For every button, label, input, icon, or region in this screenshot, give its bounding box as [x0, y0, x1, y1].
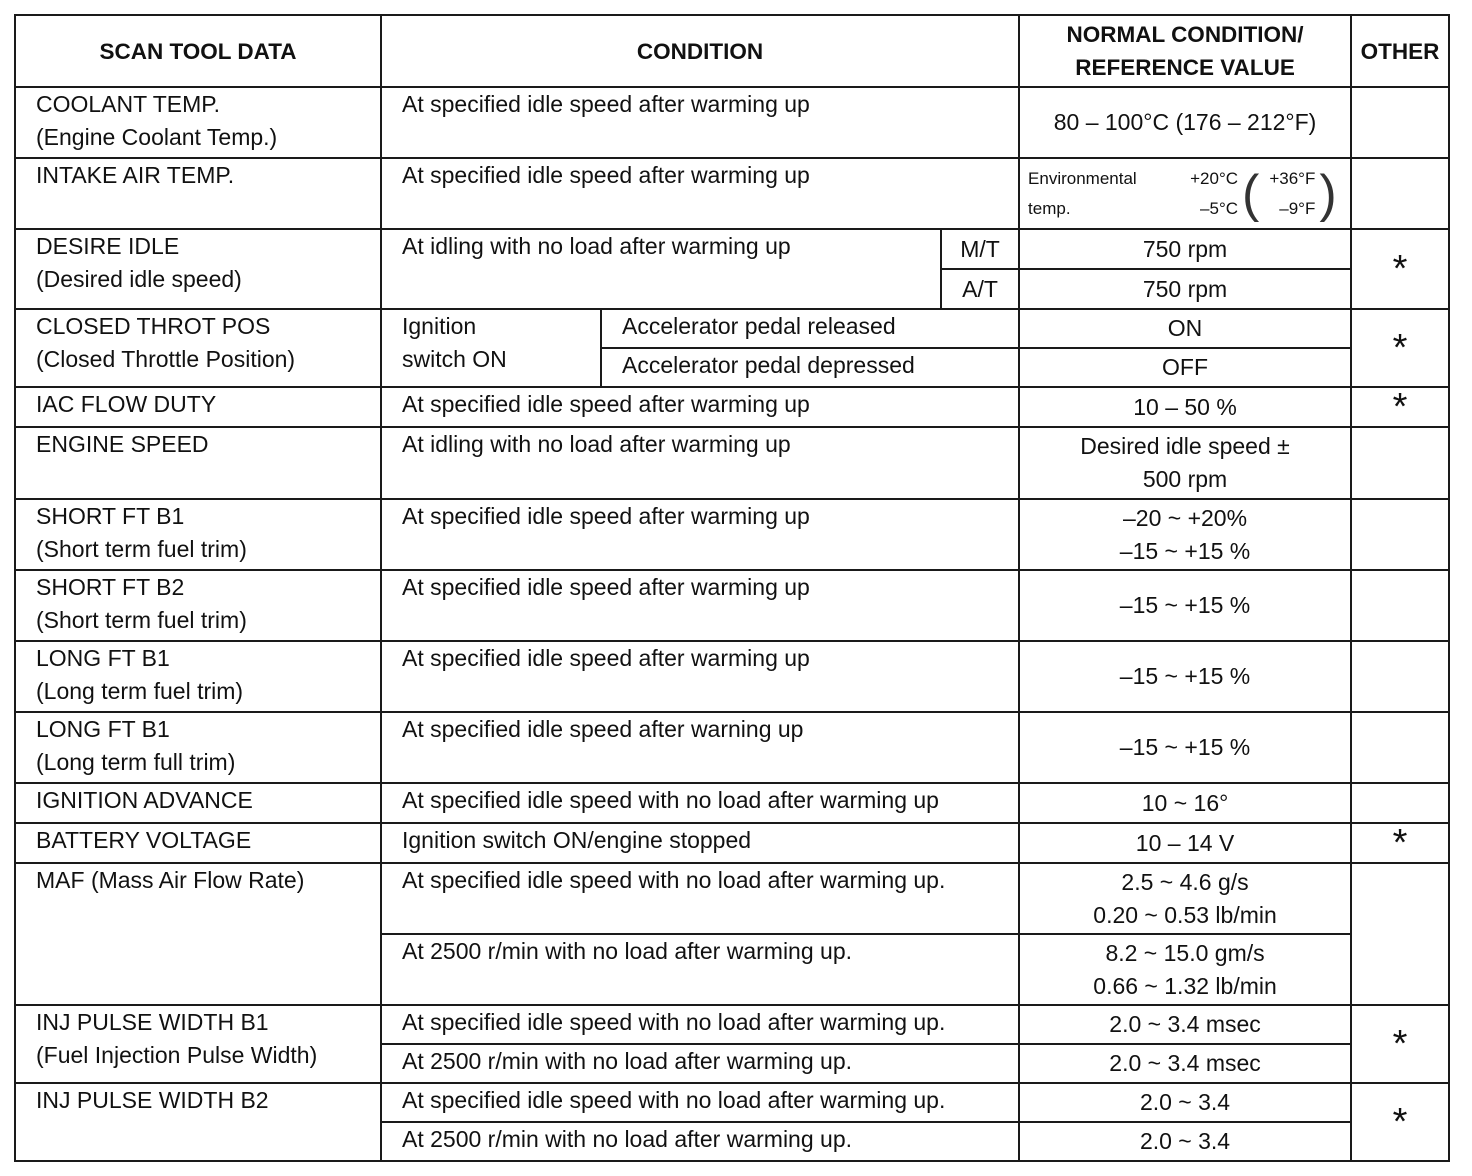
env-fahrenheit-low: –9°F	[1279, 198, 1316, 218]
item-desc: (Fuel Injection Pulse Width)	[36, 1042, 318, 1068]
env-celsius-low: –5°C	[1200, 198, 1239, 218]
value-cell: 10 – 50 %	[1019, 387, 1351, 427]
value-cell: –15 ~ +15 %	[1019, 641, 1351, 712]
item-name: SHORT FT B1	[36, 503, 185, 529]
condition-cell: At specified idle speed after warming up	[381, 499, 1019, 570]
env-label	[1028, 164, 1168, 224]
value-cell: 2.0 ~ 3.4	[1019, 1083, 1351, 1122]
header-row	[15, 15, 1449, 87]
table-row	[15, 1005, 1449, 1044]
subcondition-cell: Accelerator pedal released	[601, 309, 1019, 348]
row-name-cell	[15, 1005, 381, 1083]
value-cell	[1019, 499, 1351, 570]
condition-cell: Ignition switch ON/engine stopped	[381, 823, 1019, 863]
value-line1: –20 ~ +20%	[1123, 504, 1248, 531]
item-desc: (Engine Coolant Temp.)	[36, 124, 278, 150]
value-line2: 0.66 ~ 1.32 lb/min	[1093, 972, 1277, 999]
other-cell	[1351, 158, 1449, 229]
header-condition: CONDITION	[381, 15, 1019, 87]
row-name-cell: ENGINE SPEED	[15, 427, 381, 499]
item-desc: (Short term fuel trim)	[36, 536, 247, 562]
header-other: OTHER	[1351, 15, 1449, 87]
value-cell: 750 rpm	[1019, 269, 1351, 309]
condition-cell: At 2500 r/min with no load after warming up.	[381, 1122, 1019, 1161]
env-label-line1: Environmental	[1028, 168, 1137, 188]
other-cell	[1351, 499, 1449, 570]
item-name: INJ PULSE WIDTH B1	[36, 1009, 269, 1035]
value-line1: Desired idle speed ±	[1080, 433, 1290, 459]
table-row	[15, 229, 1449, 269]
other-cell	[1351, 641, 1449, 712]
value-cell: OFF	[1019, 348, 1351, 387]
value-cell: 2.0 ~ 3.4	[1019, 1122, 1351, 1161]
item-desc: (Long term full trim)	[36, 749, 236, 775]
other-cell	[1351, 712, 1449, 783]
value-cell: ON	[1019, 309, 1351, 348]
env-fahrenheit-high: +36°F	[1269, 168, 1316, 188]
value-cell	[1019, 863, 1351, 934]
item-name: SHORT FT B2	[36, 574, 185, 600]
open-paren-icon: (	[1242, 164, 1260, 223]
row-name-cell: INTAKE AIR TEMP.	[15, 158, 381, 229]
row-name-cell	[15, 641, 381, 712]
table-row	[15, 309, 1449, 348]
asterisk-icon: *	[1351, 1083, 1449, 1161]
table-row	[15, 427, 1449, 499]
condition-cell: At specified idle speed after warming up	[381, 570, 1019, 641]
header-normal-line2: REFERENCE VALUE	[1075, 55, 1295, 80]
row-name-cell: BATTERY VOLTAGE	[15, 823, 381, 863]
condition-cell: At 2500 r/min with no load after warming up.	[381, 934, 1019, 1005]
env-label-line2: temp.	[1028, 198, 1071, 218]
value-cell: 10 ~ 16°	[1019, 783, 1351, 823]
value-cell: 10 – 14 V	[1019, 823, 1351, 863]
ignition-line2: switch ON	[402, 346, 507, 372]
value-line2: 0.20 ~ 0.53 lb/min	[1093, 901, 1277, 928]
row-name-cell	[15, 712, 381, 783]
table-row	[15, 158, 1449, 229]
item-desc: (Long term fuel trim)	[36, 678, 244, 704]
value-cell: 80 – 100°C (176 – 212°F)	[1019, 87, 1351, 158]
table-row	[15, 783, 1449, 823]
row-name-cell	[15, 499, 381, 570]
table-row	[15, 641, 1449, 712]
item-name: LONG FT B1	[36, 645, 170, 671]
value-cell: –15 ~ +15 %	[1019, 570, 1351, 641]
value-cell: 2.0 ~ 3.4 msec	[1019, 1005, 1351, 1044]
env-fahrenheit	[1263, 164, 1315, 224]
table-row	[15, 712, 1449, 783]
row-name-cell: IAC FLOW DUTY	[15, 387, 381, 427]
ignition-line1: Ignition	[402, 313, 477, 339]
asterisk-icon: *	[1351, 1005, 1449, 1083]
value-line1: 8.2 ~ 15.0 gm/s	[1105, 939, 1265, 966]
row-name-cell: IGNITION ADVANCE	[15, 783, 381, 823]
condition-cell: At specified idle speed after warming up	[381, 87, 1019, 158]
header-normal-line1: NORMAL CONDITION/	[1066, 22, 1304, 47]
value-line2: –15 ~ +15 %	[1119, 537, 1251, 564]
header-scan-tool-data: SCAN TOOL DATA	[15, 15, 381, 87]
row-name-cell	[15, 570, 381, 641]
condition-cell: At specified idle speed after warming up	[381, 387, 1019, 427]
table-row	[15, 823, 1449, 863]
value-line2: 500 rpm	[1142, 466, 1228, 492]
other-cell	[1351, 570, 1449, 641]
value-cell: –15 ~ +15 %	[1019, 712, 1351, 783]
condition-cell: At specified idle speed with no load after warming up	[381, 783, 1019, 823]
condition-cell: At specified idle speed with no load after warming up.	[381, 863, 1019, 934]
value-cell: 2.0 ~ 3.4 msec	[1019, 1044, 1351, 1083]
row-name-cell: MAF (Mass Air Flow Rate)	[15, 863, 381, 1005]
table-row	[15, 387, 1449, 427]
asterisk-icon: *	[1351, 309, 1449, 387]
value-line1: 2.5 ~ 4.6 g/s	[1121, 868, 1249, 895]
row-name-cell: INJ PULSE WIDTH B2	[15, 1083, 381, 1161]
item-desc: (Closed Throttle Position)	[36, 346, 296, 372]
value-cell: 750 rpm	[1019, 229, 1351, 269]
other-cell	[1351, 87, 1449, 158]
item-name: COOLANT TEMP.	[36, 91, 221, 117]
item-name: LONG FT B1	[36, 716, 170, 742]
value-cell	[1019, 934, 1351, 1005]
table-row	[15, 499, 1449, 570]
condition-cell: At specified idle speed after warning up	[381, 712, 1019, 783]
row-name-cell	[15, 229, 381, 309]
condition-cell: At specified idle speed after warming up	[381, 158, 1019, 229]
env-celsius-high: +20°C	[1190, 168, 1239, 188]
row-name-cell	[15, 309, 381, 387]
condition-cell: At 2500 r/min with no load after warming up.	[381, 1044, 1019, 1083]
other-cell	[1351, 783, 1449, 823]
condition-cell: At specified idle speed with no load after warming up.	[381, 1005, 1019, 1044]
condition-cell: At specified idle speed with no load after warming up.	[381, 1083, 1019, 1122]
condition-cell	[381, 309, 601, 387]
condition-cell: At idling with no load after warming up	[381, 229, 941, 309]
condition-cell: At specified idle speed after warming up	[381, 641, 1019, 712]
condition-cell: At idling with no load after warming up	[381, 427, 1019, 499]
row-name-cell	[15, 87, 381, 158]
env-celsius	[1168, 164, 1238, 224]
transmission-at: A/T	[941, 269, 1019, 309]
table-row	[15, 570, 1449, 641]
item-name: DESIRE IDLE	[36, 233, 180, 259]
transmission-mt: M/T	[941, 229, 1019, 269]
table-row	[15, 863, 1449, 934]
environmental-temp	[1020, 164, 1350, 224]
subcondition-cell: Accelerator pedal depressed	[601, 348, 1019, 387]
close-paren-icon: )	[1319, 164, 1337, 223]
table-row	[15, 1083, 1449, 1122]
scan-tool-data-table	[14, 14, 1450, 1162]
table-row	[15, 87, 1449, 158]
value-cell	[1019, 158, 1351, 229]
other-cell	[1351, 427, 1449, 499]
asterisk-icon: *	[1351, 229, 1449, 309]
item-name: CLOSED THROT POS	[36, 313, 271, 339]
item-desc: (Short term fuel trim)	[36, 607, 247, 633]
header-normal-condition	[1019, 15, 1351, 87]
value-cell	[1019, 427, 1351, 499]
other-cell	[1351, 863, 1449, 1005]
asterisk-icon: *	[1351, 823, 1449, 863]
asterisk-icon: *	[1351, 387, 1449, 427]
item-desc: (Desired idle speed)	[36, 266, 242, 292]
